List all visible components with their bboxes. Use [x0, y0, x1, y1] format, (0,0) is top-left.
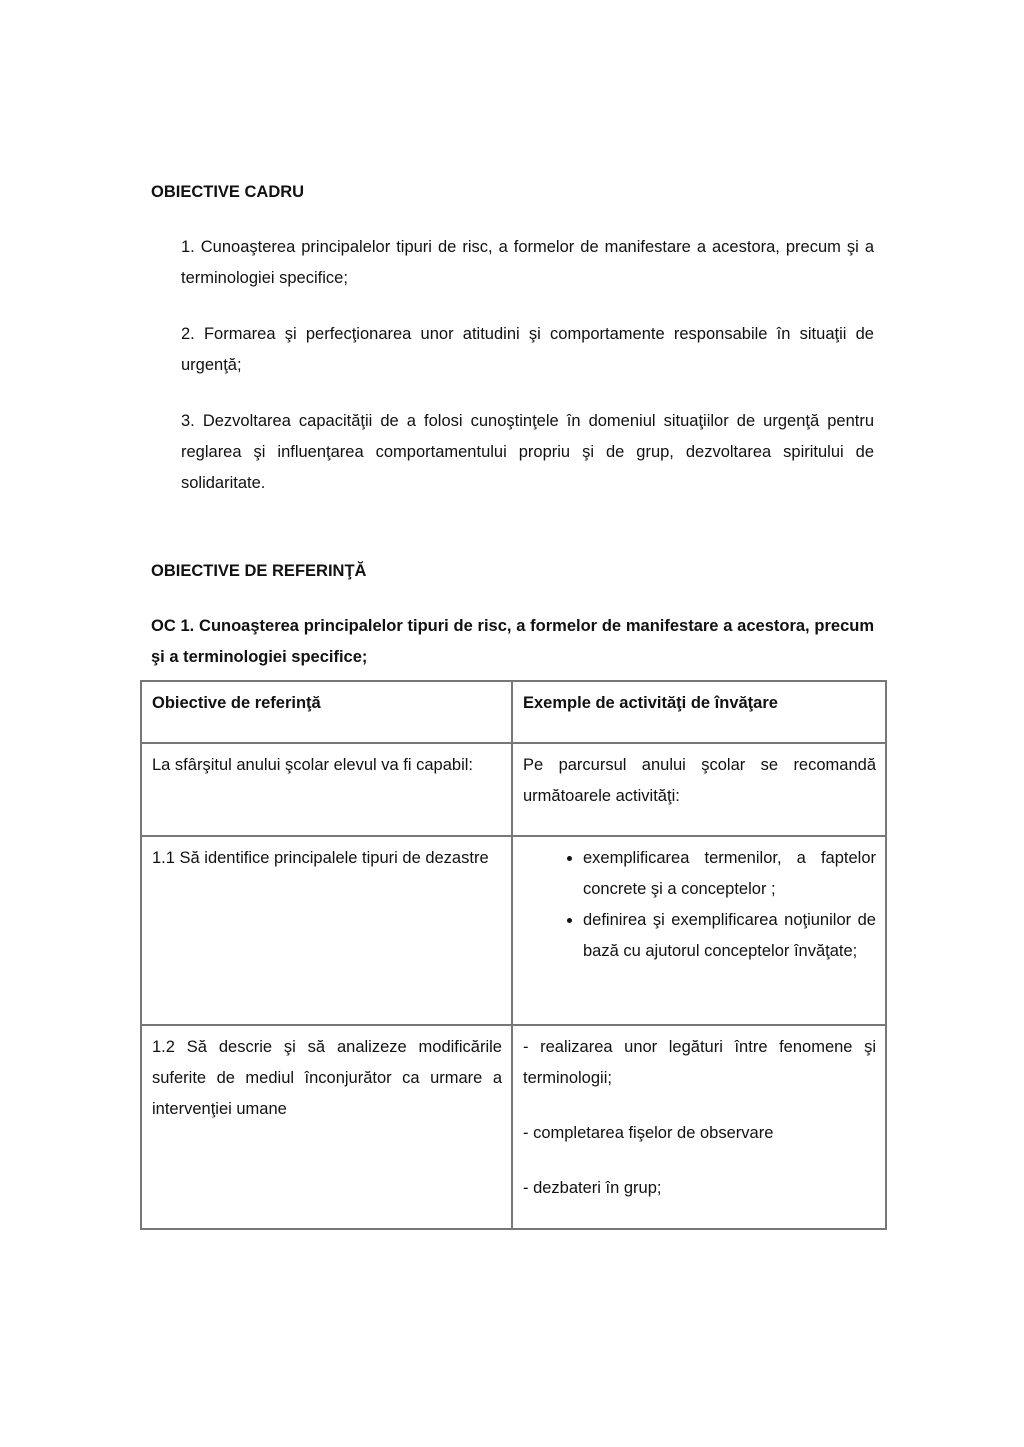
obiective-referinta-heading: OBIECTIVE DE REFERINŢĂ: [151, 562, 367, 580]
table-header-row: [141, 681, 886, 743]
list-item: - dezbateri în grup;: [523, 1179, 662, 1197]
table-row: [141, 1025, 886, 1229]
activities-1-2-cell: [512, 1025, 886, 1229]
cadru-item-2: 2. Formarea şi perfecţionarea unor atitudini şi comportamente responsabile în situaţii de urgenţă;: [181, 325, 874, 374]
intro-left-cell: La sfârşitul anului şcolar elevul va fi capabil:: [141, 743, 512, 836]
activities-bullet-list: [523, 843, 876, 967]
objective-1-1-cell: 1.1 Să identifice principalele tipuri de dezastre: [141, 836, 512, 1025]
table-row: [141, 743, 886, 836]
list-item: - realizarea unor legături între fenomene şi terminologii;: [523, 1038, 876, 1087]
cadru-item-1: 1. Cunoaşterea principalelor tipuri de risc, a formelor de manifestare a acestora, precum şi a terminologiei specifice;: [181, 238, 874, 287]
list-item: • exemplificarea termenilor, a faptelor concrete şi a conceptelor ;: [583, 843, 876, 905]
header-objectives: Obiective de referinţă: [141, 681, 512, 743]
oc1-title: OC 1. Cunoaşterea principalelor tipuri de risc, a formelor de manifestare a acestora, precum şi a terminologiei specifice;: [151, 617, 874, 666]
objective-1-2-cell: 1.2 Să descrie şi să analizeze modificările suferite de mediul înconjurător ca urmare a intervenţiei umane: [141, 1025, 512, 1229]
activities-1-1-cell: [512, 836, 886, 1025]
obiective-cadru-heading: OBIECTIVE CADRU: [151, 183, 305, 201]
table-row: [141, 836, 886, 1025]
objectives-table: [140, 680, 887, 1230]
header-activities: Exemple de activităţi de învăţare: [512, 681, 886, 743]
list-item: • definirea şi exemplificarea noţiunilor de bază cu ajutorul conceptelor învăţate;: [583, 905, 876, 967]
cadru-item-3: 3. Dezvoltarea capacităţii de a folosi cunoştinţele în domeniul situaţiilor de urgenţă pentru reglarea şi influenţarea comportamentului propriu şi de grup, dezvoltarea spiritului de solidaritate.: [181, 412, 874, 492]
list-item: - completarea fişelor de observare: [523, 1124, 774, 1142]
intro-right-cell: Pe parcursul anului şcolar se recomandă următoarele activităţi:: [512, 743, 886, 836]
